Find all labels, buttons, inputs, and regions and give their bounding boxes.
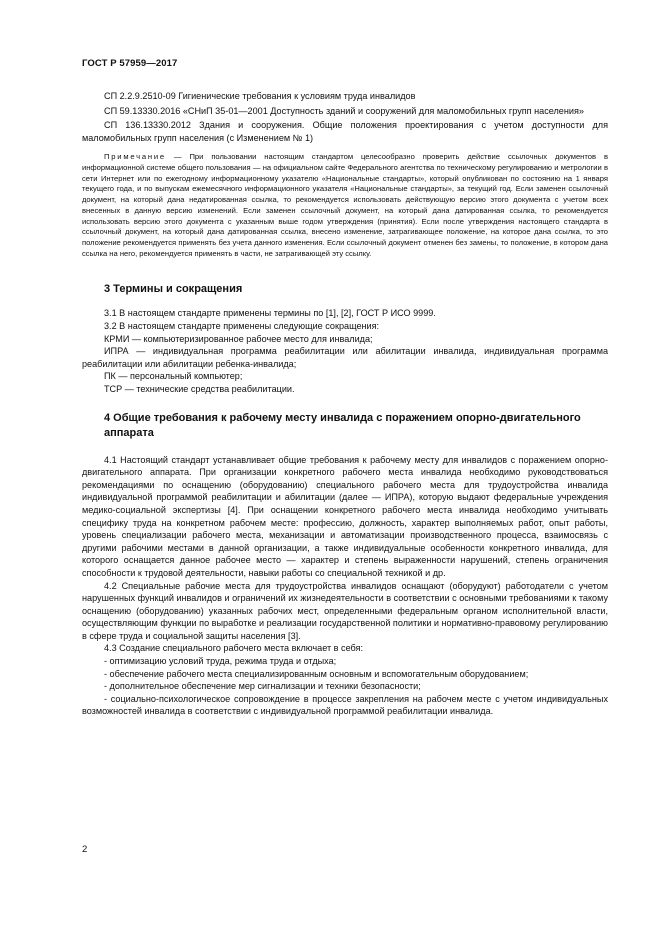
section-3-title: 3 Термины и сокращения — [104, 283, 243, 296]
page-number: 2 — [82, 844, 88, 855]
section-3-paragraph: 3.1 В настоящем стандарте применены термины по [1], [2], ГОСТ Р ИСО 9999. — [104, 308, 436, 319]
section-4-paragraph: 4.1 Настоящий стандарт устанавливает общие требования к рабочему месту для инвалидов с поражением опорно-двигательного аппарата. При организации конкретного рабочего места инвалида необходимо руководствоваться рекомендациями по оснащению (оборудованию) специального рабочего места для трудоустройства инвалида индивидуальной программой реабилитации и абилитации (далее — ИПРА), которую выдают федеральные учреждения медико-социальной экспертизы [4]. При оснащении конкретного рабочего места инвалида необходимо учитывать специфику труда на конкретном рабочем месте: профессию, должность, характер выполняемых работ, опыт работы, уровень специализации рабочего места, механизации и автоматизации производственного процесса, взаимосвязь с другими рабочими местами в данной организации, а также индивидуальные особенности конкретного инвалида, для которого оснащается данное рабочее место — характер и степень выраженности нарушений, степень ограничения способности к трудовой деятельности, навыки работы со специальной техникой и др. — [82, 454, 608, 578]
list-item: - дополнительное обеспечение мер сигнализации и техники безопасности; — [104, 681, 421, 692]
section-3-paragraph: 3.2 В настоящем стандарте применены следующие сокращения: — [104, 321, 380, 331]
section-4-paragraph: 4.2 Специальные рабочие места для трудоустройства инвалидов оснащают (оборудуют) работодатели с учетом нарушенных функций инвалидов и ограничений их жизнедеятельности в соответствии с основными требованиями к такому оснащению (оборудованию) указанных рабочих мест, определенными федеральным органом исполнительной власти, осуществляющим функции по выработке и реализации государственной политики и нормативно-правовому регулированию в сфере труда и социальной защиты населения [3]. — [82, 580, 608, 641]
reference-item: СП 59.13330.2016 «СНиП 35-01—2001 Доступность зданий и сооружений для маломобильных групп населения» — [104, 105, 584, 116]
page-content — [82, 90, 608, 718]
note-label: Примечание — [104, 152, 166, 162]
section-4-paragraph: 4.3 Создание специального рабочего места включает в себя: — [104, 643, 363, 654]
reference-item: СП 2.2.9.2510-09 Гигиенические требования к условиям труда инвалидов — [104, 91, 416, 101]
abbreviation-item: ИПРА — индивидуальная программа реабилитации или абилитации инвалида, индивидуальная программа реабилитации или абилитации ребенка-инвалида; — [82, 346, 608, 369]
list-item: - оптимизацию условий труда, режима труда и отдыха; — [104, 656, 337, 667]
reference-item: СП 136.13330.2012 Здания и сооружения. Общие положения проектирования с учетом доступности для маломобильных групп населения (с Изменением № 1) — [82, 120, 608, 143]
list-item: - обеспечение рабочего места специализированным основным и вспомогательным оборудованием; — [104, 668, 529, 679]
abbreviation-item: ПК — персональный компьютер; — [104, 371, 243, 382]
list-item: - социально-психологическое сопровождение в процессе закрепления на рабочем месте с учетом индивидуальных возможностей инвалида в соответствии с индивидуальной программой реабилитации инвалида. — [82, 693, 608, 717]
abbreviation-item: ТСР — технические средства реабилитации. — [104, 383, 295, 394]
document-header: ГОСТ Р 57959—2017 — [82, 58, 178, 69]
note-paragraph — [82, 152, 608, 259]
abbreviation-item: КРМИ — компьютеризированное рабочее место для инвалида; — [104, 333, 373, 344]
section-4-title: 4 Общие требования к рабочему месту инвалида с поражением опорно-двигательного аппарата — [104, 411, 581, 439]
note-text: — При пользовании настоящим стандартом целесообразно проверить действие ссылочных документов в информационной системе общего пользования — на официальном сайте Федерального агентства по техническому регулированию и метрологии в сети Интернет или по ежегодному информационному указателю «Национальные стандарты», который опубликован по состоянию на 1 января текущего года, и по выпускам ежемесячного информационного указателя «Национальные стандарты», за текущий год. Если заменен ссылочный документ, на который дана недатированная ссылка, то рекомендуется использовать действующую версию этого документа с учетом всех внесенных в данную версию изменений. Если заменен ссылочный документ, на который дана датированная ссылка, то рекомендуется использовать версию этого документа с указанным выше годом утверждения (принятия). Если после утверждения настоящего стандарта в ссылочный документ, на который дана датированная ссылка, внесено изменение, затрагивающее положение, на которое дана ссылка, то это положение рекомендуется применять без учета данного изменения. Если ссылочный документ отменен без замены, то положение, в котором дана ссылка на него, рекомендуется применять в части, не затрагивающей эту ссылку. — [82, 152, 608, 258]
